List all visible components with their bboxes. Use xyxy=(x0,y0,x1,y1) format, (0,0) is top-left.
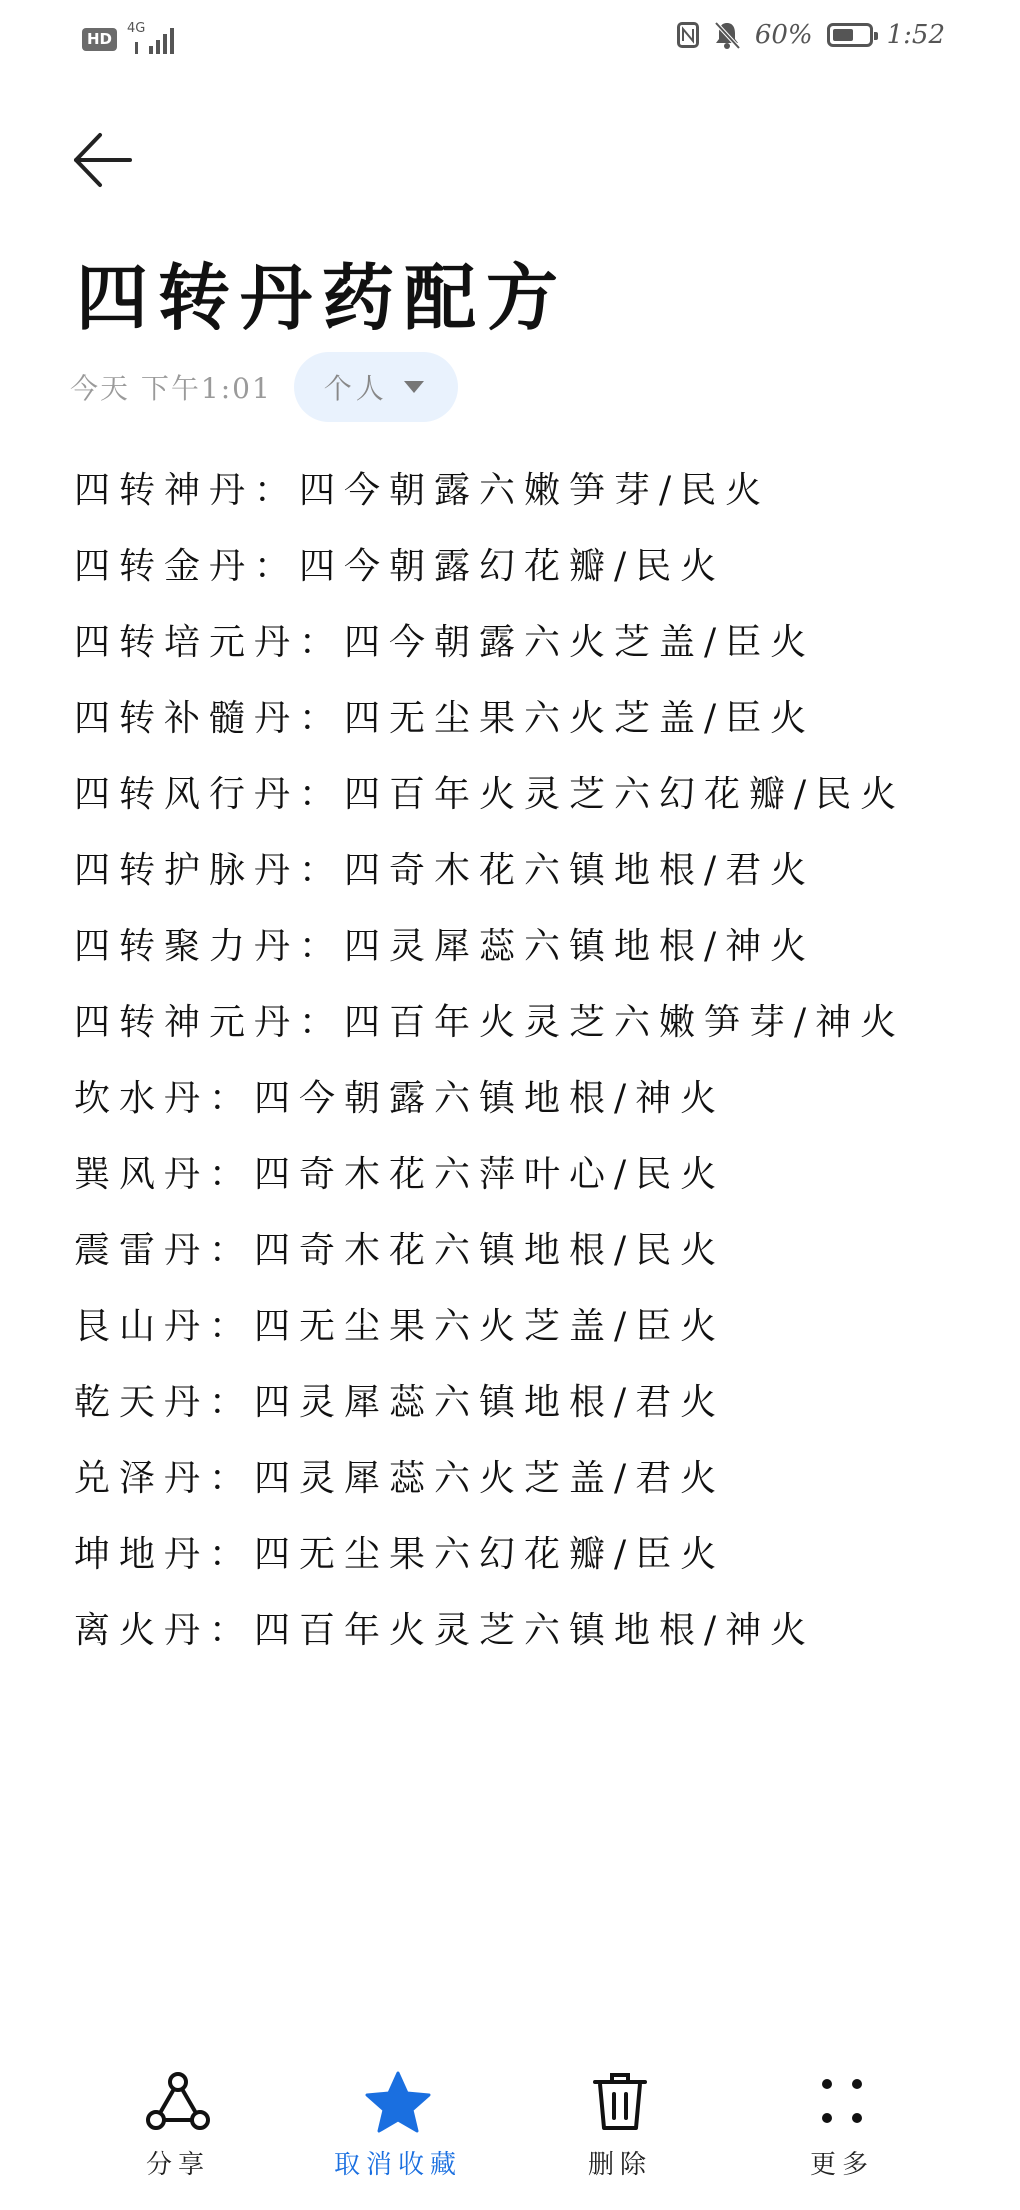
note-title[interactable]: 四转丹药配方 xyxy=(76,255,569,340)
battery-percent: 60% xyxy=(754,20,813,50)
back-arrow-icon xyxy=(68,125,138,195)
note-line: 四转神丹：四今朝露六嫩笋芽/民火 xyxy=(74,470,771,511)
note-timestamp: 今天 下午1:01 xyxy=(70,372,272,405)
note-line: 四转聚力丹：四灵犀蕊六镇地根/神火 xyxy=(74,926,816,967)
note-line: 坤地丹：四无尘果六幻花瓣/臣火 xyxy=(74,1534,726,1575)
bottom-toolbar xyxy=(0,2070,1020,2210)
more-dots-icon xyxy=(807,2070,877,2134)
status-right xyxy=(677,20,945,50)
note-line: 离火丹：四百年火灵芝六镇地根/神火 xyxy=(74,1610,816,1651)
unfavorite-button[interactable] xyxy=(308,2070,488,2181)
note-line: 四转培元丹：四今朝露六火芝盖/臣火 xyxy=(74,622,816,663)
note-line: 四转风行丹：四百年火灵芝六幻花瓣/民火 xyxy=(74,774,906,815)
more-label: 更多 xyxy=(809,2150,874,2180)
share-icon xyxy=(143,2070,213,2134)
nfc-icon xyxy=(677,22,699,48)
mute-bell-icon xyxy=(713,20,741,50)
note-line: 兑泽丹：四灵犀蕊六火芝盖/君火 xyxy=(74,1458,726,1499)
share-button[interactable] xyxy=(88,2070,268,2181)
note-body[interactable] xyxy=(74,453,974,1669)
unfavorite-label: 取消收藏 xyxy=(333,2150,462,2180)
caret-down-icon xyxy=(404,381,424,393)
hd-badge: HD xyxy=(82,28,117,51)
network-type: 4G xyxy=(127,21,146,36)
folder-label: 个人 xyxy=(323,372,388,405)
share-label: 分享 xyxy=(145,2150,210,2180)
note-line: 巽风丹：四奇木花六萍叶心/民火 xyxy=(74,1154,726,1195)
battery-fill xyxy=(833,29,853,41)
note-line: 四转护脉丹：四奇木花六镇地根/君火 xyxy=(74,850,816,891)
note-line: 四转神元丹：四百年火灵芝六嫩笋芽/神火 xyxy=(74,1002,906,1043)
note-line: 乾天丹：四灵犀蕊六镇地根/君火 xyxy=(74,1382,726,1423)
delete-button[interactable] xyxy=(530,2070,710,2181)
note-line: 四转补髓丹：四无尘果六火芝盖/臣火 xyxy=(74,698,816,739)
note-line: 艮山丹：四无尘果六火芝盖/臣火 xyxy=(74,1306,726,1347)
note-meta xyxy=(70,352,458,422)
signal-icon xyxy=(127,22,183,56)
status-left xyxy=(82,22,183,56)
more-button[interactable] xyxy=(752,2070,932,2181)
status-bar xyxy=(0,0,1020,80)
clock: 1:52 xyxy=(886,20,945,50)
note-line: 四转金丹：四今朝露幻花瓣/民火 xyxy=(74,546,726,587)
star-icon xyxy=(363,2070,433,2134)
note-line: 坎水丹：四今朝露六镇地根/神火 xyxy=(74,1078,726,1119)
delete-label: 删除 xyxy=(587,2150,652,2180)
note-line: 震雷丹：四奇木花六镇地根/民火 xyxy=(74,1230,726,1271)
trash-icon xyxy=(585,2070,655,2134)
back-button[interactable] xyxy=(68,125,138,195)
battery-icon xyxy=(827,23,873,47)
folder-selector[interactable] xyxy=(294,352,458,422)
